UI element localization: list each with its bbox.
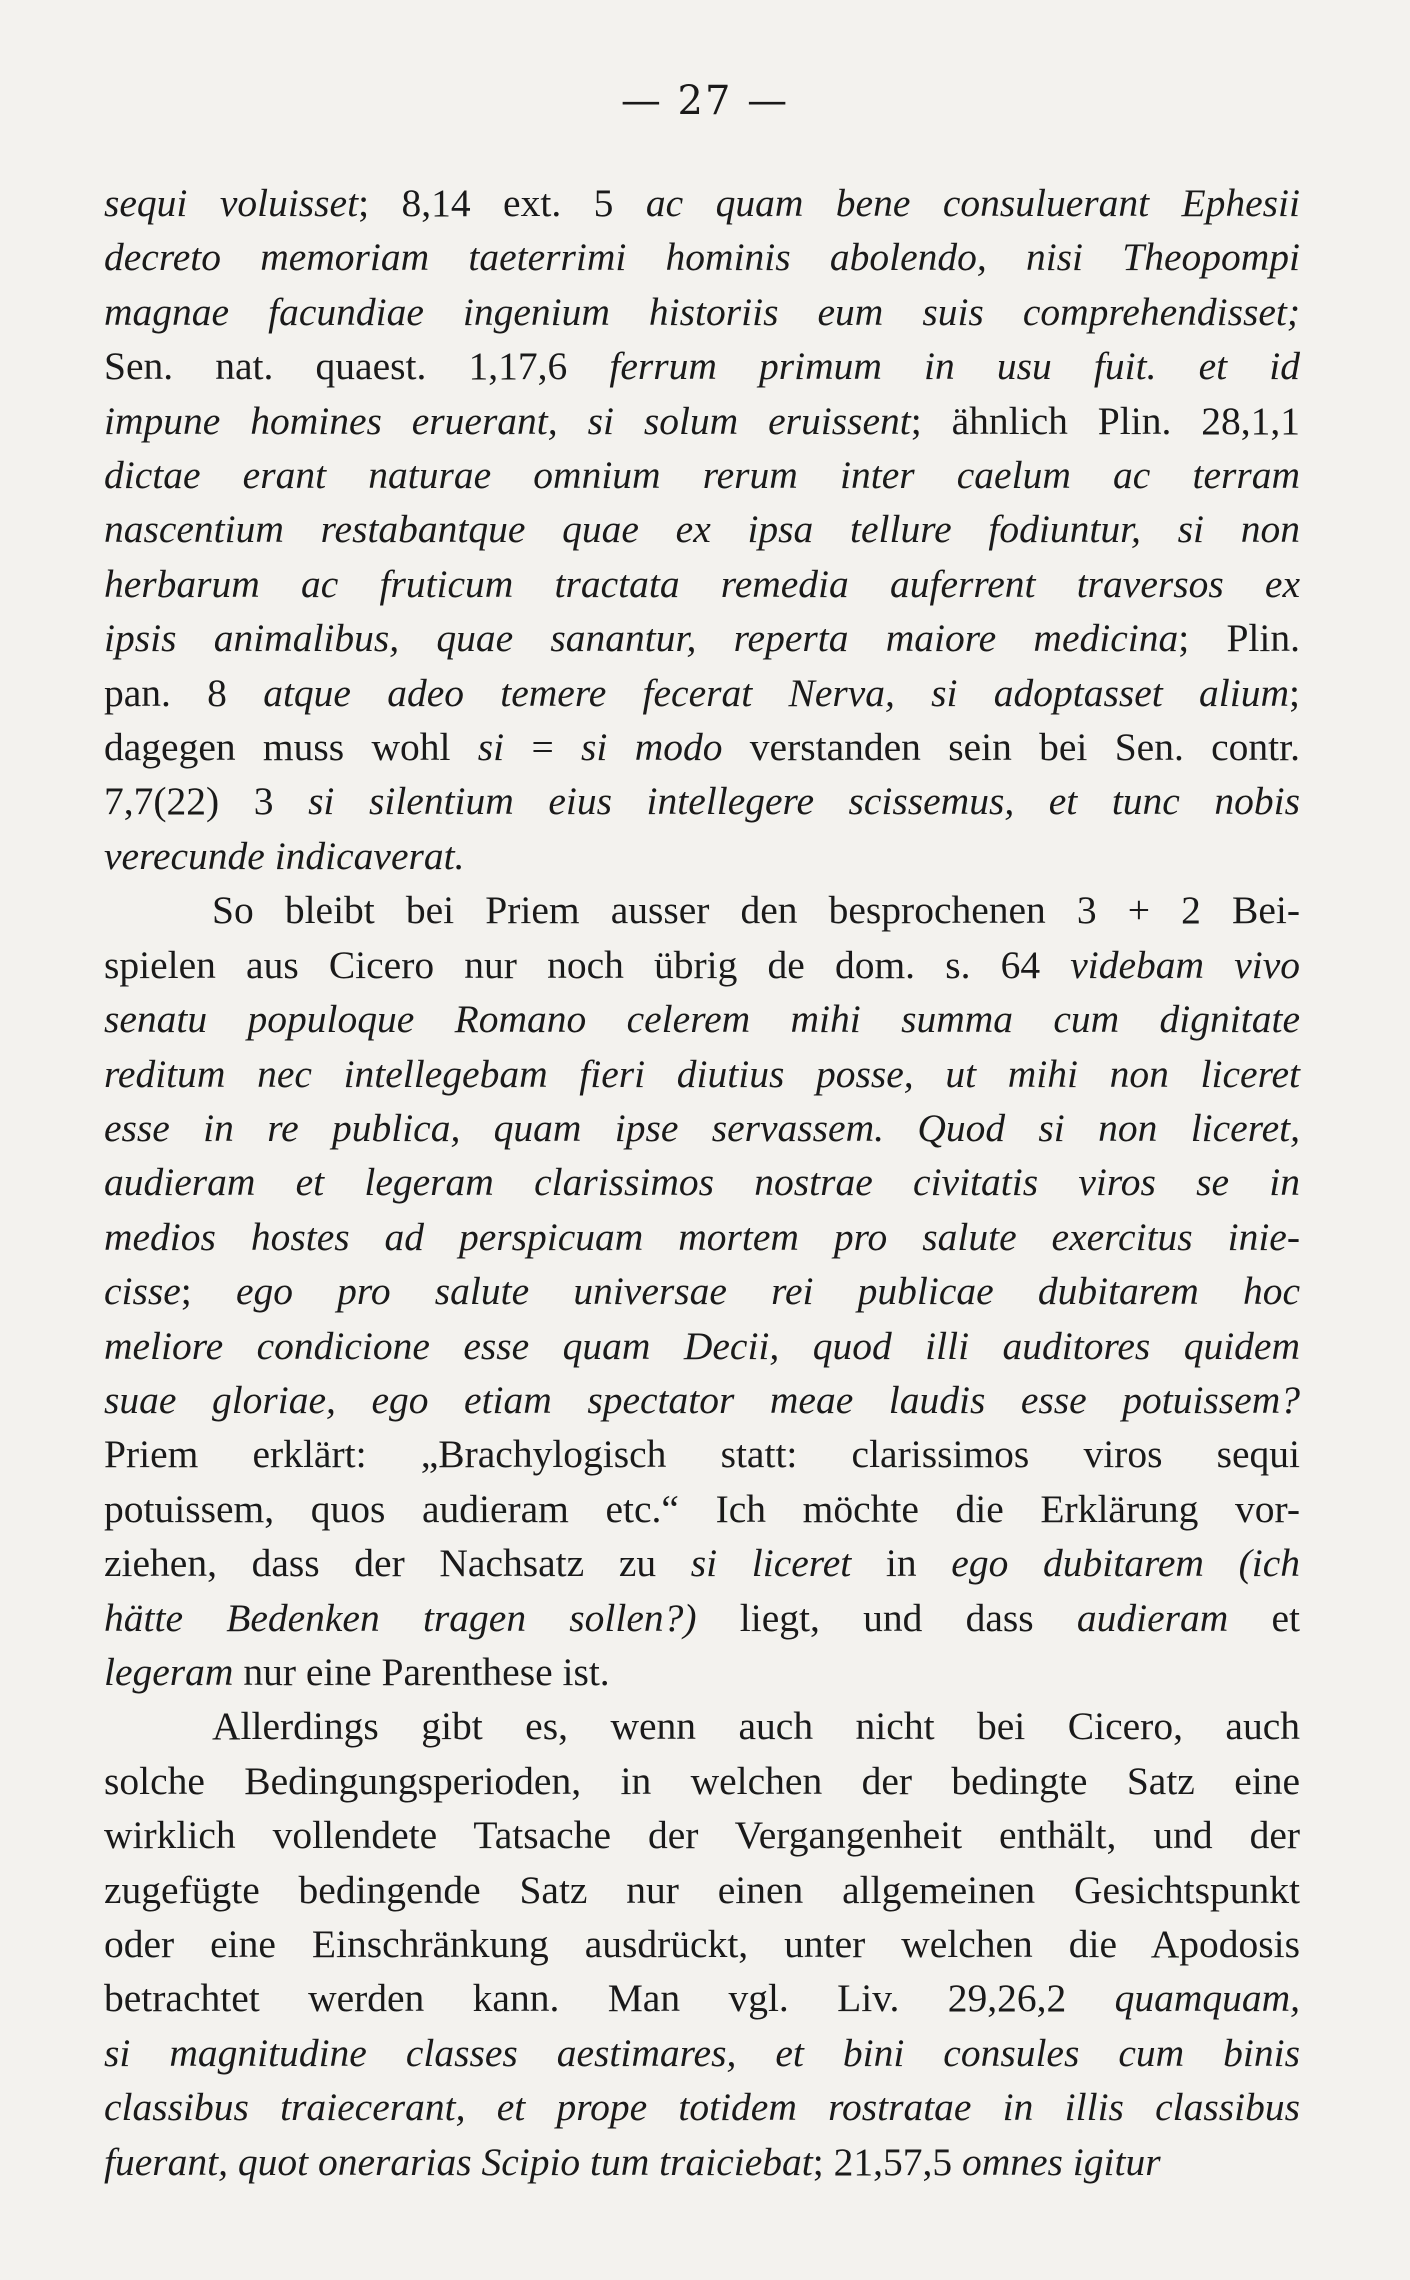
text-run: ; 21,57,5 [812, 2139, 962, 2184]
text-line [104, 1047, 1300, 1101]
text-run: et [1228, 1595, 1301, 1640]
page-number: — 27 — [620, 78, 790, 124]
text-run: ; [1289, 670, 1300, 715]
latin-quote: hätte Bedenken tragen sollen?) [104, 1595, 697, 1640]
latin-quote: medios hostes ad perspicuam mortem pro salute exercitus inie- [104, 1214, 1300, 1259]
text-line [104, 1754, 1300, 1808]
text-run: = [504, 725, 582, 770]
latin-quote: impune homines eruerant, si solum eruissent [104, 398, 911, 443]
latin-quote: audieram [1076, 1595, 1229, 1640]
text-run: oder eine Einschränkung ausdrückt, unter welchen die Apodosis [104, 1922, 1300, 1966]
latin-quote: decreto memoriam taeterrimi hominis abolendo, nisi Theopompi [104, 235, 1300, 280]
latin-quote: audieram et legeram clarissimos nostrae civitatis viros se in [104, 1160, 1300, 1205]
text-run: in [851, 1541, 952, 1586]
latin-quote: fuerant, quot onerarias Scipio tum traiciebat [104, 2139, 813, 2184]
text-run: liegt, und dass [696, 1595, 1077, 1640]
latin-quote: sequi voluisset [104, 181, 359, 225]
latin-quote: si modo [581, 725, 723, 770]
body-text [104, 176, 1300, 2189]
text-line [104, 1482, 1300, 1536]
text-run: potuissem, quos audieram etc.“ Ich möchte die Erklärung vor- [104, 1486, 1300, 1531]
latin-quote: quamquam, [1114, 1976, 1300, 2021]
text-line [104, 1264, 1300, 1318]
text-run: Sen. nat. quaest. 1,17,6 [104, 344, 610, 389]
text-line [104, 557, 1300, 611]
text-run: verstanden sein bei Sen. contr. [722, 725, 1300, 770]
text-line [104, 1808, 1300, 1862]
text-line [104, 774, 1300, 828]
text-line [104, 2026, 1300, 2080]
text-run: Priem erklärt: „Brachylogisch statt: clarissimos viros sequi [104, 1432, 1300, 1477]
text-line [104, 2080, 1300, 2134]
text-run: ziehen, dass der Nachsatz zu [104, 1541, 691, 1586]
text-line [104, 829, 1300, 883]
text-run: 7,7(22) 3 [104, 779, 309, 824]
latin-quote: si liceret [690, 1541, 852, 1586]
latin-quote: classibus traiecerant, et prope totidem rostratae in illis classibus [104, 2085, 1300, 2130]
text-line [104, 285, 1300, 339]
text-line [104, 448, 1300, 502]
text-line [104, 1971, 1300, 2025]
text-line [104, 666, 1300, 720]
latin-quote: ego pro salute universae rei publicae dubitarem hoc [235, 1269, 1300, 1314]
text-line [104, 1591, 1300, 1645]
latin-quote: senatu populoque Romano celerem mihi summa cum dignitate [104, 997, 1300, 1042]
text-line [104, 394, 1300, 448]
text-line [104, 1917, 1300, 1971]
text-run: dagegen muss wohl [104, 725, 478, 770]
latin-quote: reditum nec intellegebam fieri diutius posse, ut mihi non liceret [104, 1051, 1300, 1096]
latin-quote: herbarum ac fruticum tractata remedia auferrent traversos ex [104, 561, 1300, 606]
latin-quote: ego dubitarem (ich [951, 1541, 1300, 1586]
text-run: betrachtet werden kann. Man vgl. Liv. 29,26,2 [104, 1976, 1115, 2021]
text-run: ; [180, 1269, 236, 1314]
latin-quote: nascentium restabantque quae ex ipsa tellure fodiuntur, si non [104, 507, 1300, 552]
text-run: wirklich vollendete Tatsache der Vergangenheit enthält, und der [104, 1813, 1300, 1858]
text-run: ; ähnlich Plin. 28,1,1 [910, 398, 1300, 443]
text-run: ; Plin. [1178, 616, 1300, 661]
text-line [104, 176, 1300, 230]
latin-quote: dictae erant naturae omnium rerum inter caelum ac terram [104, 453, 1300, 498]
latin-quote: suae gloriae, ego etiam spectator meae laudis esse potuissem? [104, 1377, 1300, 1422]
latin-quote: omnes igitur [962, 2139, 1161, 2184]
latin-quote: si silentium eius intellegere scissemus, et tunc nobis [308, 779, 1300, 824]
text-line [104, 1427, 1300, 1481]
text-line [104, 1155, 1300, 1209]
text-run: ; 8,14 ext. 5 [358, 181, 646, 225]
latin-quote: meliore condicione esse quam Decii, quod illi auditores quidem [104, 1323, 1300, 1368]
text-line [104, 1373, 1300, 1427]
text-line [104, 230, 1300, 284]
text-line [104, 938, 1300, 992]
text-line [104, 1536, 1300, 1590]
text-line [104, 502, 1300, 556]
text-line [104, 339, 1300, 393]
latin-quote: magnae facundiae ingenium historiis eum suis comprehendisset; [104, 289, 1300, 334]
text-line [104, 992, 1300, 1046]
latin-quote: ac quam bene consuluerant Ephesii [645, 181, 1301, 225]
latin-quote: si magnitudine classes aestimares, et bini consules cum binis [104, 2030, 1300, 2075]
text-line [104, 720, 1300, 774]
latin-quote: ferrum primum in usu fuit. et id [609, 344, 1300, 389]
text-line [104, 1645, 1300, 1699]
text-run: Allerdings gibt es, wenn auch nicht bei Cicero, auch [212, 1704, 1300, 1749]
text-line [104, 1101, 1300, 1155]
text-run: So bleibt bei Priem ausser den besprochenen 3 + 2 Bei- [212, 888, 1300, 933]
latin-quote: cisse [104, 1269, 181, 1314]
latin-quote: verecunde indicaverat. [104, 833, 465, 878]
text-line [104, 883, 1300, 937]
text-run: pan. 8 [104, 670, 264, 715]
text-run: solche Bedingungsperioden, in welchen der bedingte Satz eine [104, 1758, 1300, 1803]
text-line [104, 1319, 1300, 1373]
latin-quote: videbam vivo [1070, 942, 1300, 987]
latin-quote: si [477, 725, 505, 770]
text-line [104, 1699, 1300, 1753]
text-run: nur eine Parenthese ist. [233, 1649, 610, 1694]
latin-quote: legeram [104, 1649, 234, 1694]
text-run: spielen aus Cicero nur noch übrig de dom. s. 64 [104, 942, 1071, 987]
latin-quote: esse in re publica, quam ipse servassem. Quod si non liceret, [104, 1105, 1300, 1150]
text-line [104, 1863, 1300, 1917]
text-line [104, 611, 1300, 665]
text-run: zugefügte bedingende Satz nur einen allgemeinen Gesichtspunkt [104, 1867, 1300, 1912]
latin-quote: atque adeo temere fecerat Nerva, si adoptasset alium [263, 670, 1289, 715]
text-line [104, 1210, 1300, 1264]
latin-quote: ipsis animalibus, quae sanantur, reperta maiore medicina [104, 616, 1179, 661]
text-line [104, 2135, 1300, 2189]
